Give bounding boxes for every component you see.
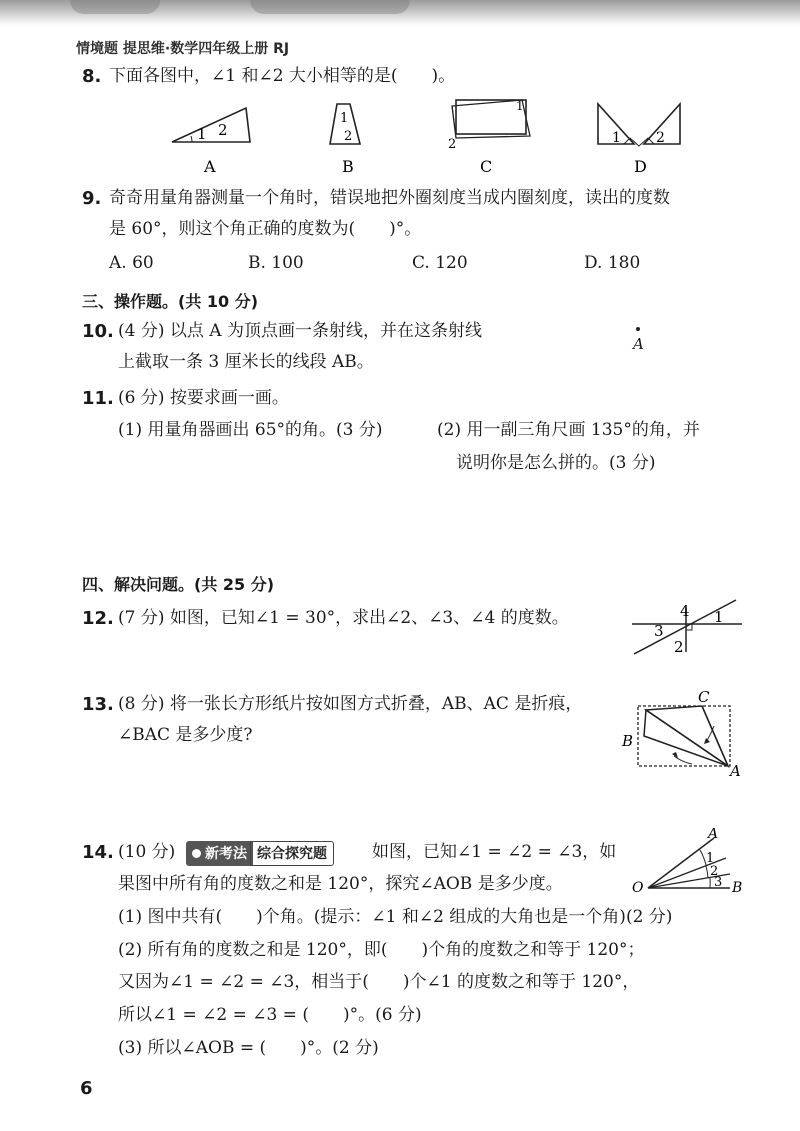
q9-option-b: B. 100: [248, 253, 304, 273]
q12-angle1: 1: [714, 608, 724, 626]
figure-c-label: C: [480, 157, 493, 176]
q8-figures: [160, 96, 720, 180]
q9-line2: 是 60°，则这个角正确的度数为( )°。: [109, 219, 422, 239]
q14-label-b: B: [732, 880, 743, 896]
figure-d-angle2: 2: [656, 130, 665, 146]
q14-arc2: [706, 866, 708, 878]
figure-d-label: D: [634, 157, 647, 176]
q12-number: 12.: [82, 608, 114, 629]
q9-line1: 奇奇用量角器测量一个角时，错误地把外圈刻度当成内圈刻度，读出的度数: [109, 188, 670, 208]
q9-option-d: D. 180: [584, 253, 641, 273]
q13-figure: [618, 690, 746, 782]
point-a-dot: [636, 327, 640, 331]
q14-part2b: 又因为∠1 = ∠2 = ∠3，相当于( )个∠1 的度数之和等于 120°，: [118, 972, 640, 992]
figure-c: [448, 99, 530, 176]
figure-a-label: A: [204, 157, 216, 176]
figure-c-angle1: 1: [516, 99, 524, 113]
figure-d: [598, 104, 680, 176]
new-method-badge: [186, 841, 253, 866]
q13-label-b: B: [622, 732, 634, 750]
point-a-label: A: [633, 335, 644, 353]
figure-a-arc: [191, 136, 192, 142]
q8-text: 下面各图中，∠1 和∠2 大小相等的是( )。: [109, 66, 456, 86]
scan-shadow: [0, 0, 800, 26]
q14-label-o: O: [632, 880, 644, 896]
figure-b: [330, 104, 360, 176]
q14-angle3: 3: [714, 875, 723, 890]
q13-fold-arrow-2: [674, 756, 692, 764]
q10-number: 10.: [82, 321, 114, 342]
q14-part2a: (2) 所有角的度数之和是 120°，即( )个角的度数之和等于 120°；: [118, 940, 645, 960]
q14-number: 14.: [82, 842, 114, 863]
q14-angle1: 1: [706, 851, 715, 866]
running-header: 情境题 提思维·数学四年级上册 RJ: [76, 41, 290, 57]
q9-number: 9.: [82, 188, 102, 209]
q13-number: 13.: [82, 694, 114, 715]
q14-points: (10 分): [118, 842, 176, 862]
q10-line2: 上截取一条 3 厘米长的线段 AB。: [118, 352, 374, 372]
scan-smudge: [70, 0, 160, 14]
q14-figure: [630, 828, 748, 896]
q9-option-c: C. 120: [412, 253, 468, 273]
q11-part2-line1: (2) 用一副三角尺画 135°的角，并: [437, 420, 700, 440]
new-method-badge-label: 新考法: [205, 846, 247, 862]
q14-line1-tail: 如图，已知∠1 = ∠2 = ∠3，如: [372, 842, 617, 862]
figure-b-angle1: 1: [340, 111, 349, 126]
figure-a: [172, 108, 250, 176]
q12-figure: [626, 594, 750, 658]
figure-d-angle-marks: [624, 138, 654, 146]
figure-b-label: B: [342, 157, 354, 176]
q13-line1: (8 分) 将一张长方形纸片按如图方式折叠，AB、AC 是折痕，: [118, 694, 583, 714]
figure-d-angle1: 1: [612, 130, 621, 146]
figure-a-angle1: 1: [197, 125, 207, 143]
q13-arrow-head: [704, 738, 710, 744]
q12-angle2: 2: [674, 638, 684, 656]
figure-b-angle2: 2: [344, 129, 353, 144]
section-4-title: 四、解决问题。(共 25 分): [82, 575, 275, 594]
scan-smudge: [250, 0, 410, 14]
figure-c-angle2: 2: [448, 137, 457, 152]
lightbulb-icon: [192, 849, 201, 858]
q12-text: (7 分) 如图，已知∠1 = 30°，求出∠2、∠3、∠4 的度数。: [118, 608, 569, 628]
q12-angle4: 4: [680, 602, 690, 620]
q8-number: 8.: [82, 66, 102, 87]
q14-part3: (3) 所以∠AOB = ( )°。(2 分): [118, 1038, 379, 1058]
q13-label-c: C: [698, 690, 710, 706]
figure-a-angle2: 2: [218, 121, 228, 139]
q11-number: 11.: [82, 388, 114, 409]
q12-angle3: 3: [654, 622, 664, 640]
q9-option-a: A. 60: [109, 253, 154, 273]
q14-badges: [186, 841, 334, 866]
q10-line1: (4 分) 以点 A 为顶点画一条射线，并在这条射线: [118, 321, 482, 341]
q11-text: (6 分) 按要求画一画。: [118, 388, 289, 408]
q11-part2-line2: 说明你是怎么拼的。(3 分): [456, 453, 656, 473]
q14-line2: 果图中所有角的度数之和是 120°，探究∠AOB 是多少度。: [118, 874, 563, 894]
q14-part1: (1) 图中共有( )个角。(提示：∠1 和∠2 组成的大角也是一个角)(2 分): [118, 907, 673, 927]
section-3-title: 三、操作题。(共 10 分): [82, 292, 259, 311]
q14-part2c: 所以∠1 = ∠2 = ∠3 = ( )°。(6 分): [118, 1005, 422, 1025]
q11-part1: (1) 用量角器画出 65°的角。(3 分): [118, 420, 383, 440]
comprehensive-badge: 综合探究题: [250, 841, 334, 866]
q13-line2: ∠BAC 是多少度?: [118, 725, 253, 745]
q14-angle2: 2: [710, 864, 719, 879]
q13-label-a: A: [730, 762, 741, 780]
q14-label-a: A: [708, 828, 719, 842]
q14-ray-oa: [648, 838, 714, 888]
page-number: 6: [80, 1078, 93, 1099]
figure-a-triangle: [172, 108, 250, 142]
